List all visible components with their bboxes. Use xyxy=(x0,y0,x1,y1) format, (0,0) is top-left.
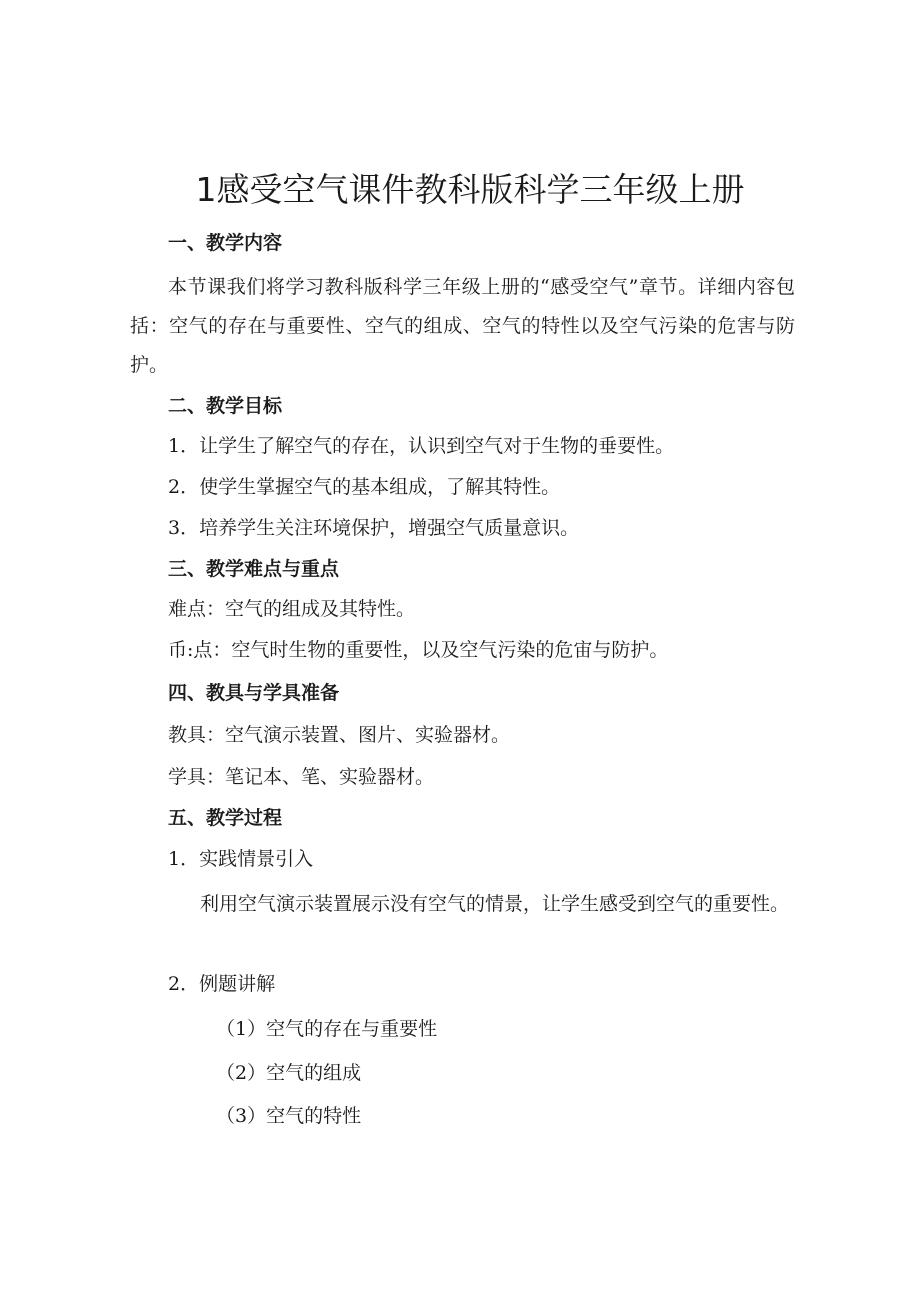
objective-item-3: 3．培养学生关注环境保护，增强空气质量意识。 xyxy=(168,517,580,539)
section-heading-content: 一、教学内容 xyxy=(168,232,283,254)
process-step-2-title: 2．例题讲解 xyxy=(168,973,276,995)
process-step-1-title: 1．实践情景引入 xyxy=(168,848,314,870)
difficulty-text: 难点：空气的组成及其特性。 xyxy=(168,598,416,620)
example-item-1: （1）空气的存在与重要性 xyxy=(216,1018,438,1040)
key-point-text: 币:点：空气时生物的重要性，以及空气污染的危宙与防护。 xyxy=(168,639,669,661)
document-title: 1感受空气课件教科版科学三年级上册 xyxy=(195,170,745,209)
example-item-2: （2）空气的组成 xyxy=(216,1062,362,1084)
section-heading-difficulties: 三、教学难点与重点 xyxy=(168,558,340,580)
section-heading-objectives: 二、教学目标 xyxy=(168,395,283,417)
teacher-tools-text: 教具：空气演示装置、图片、实验器材。 xyxy=(168,724,511,746)
objective-item-2: 2．使学生掌握空气的基本组成，了解其特性。 xyxy=(168,476,561,498)
section-content-paragraph: 本节课我们将学习教科版科学三年级上册的“感受空气”章节。详细内容包括：空气的存在与重要性、空气的组成、空气的特性以及空气污染的危害与防护。 xyxy=(130,276,795,376)
section-heading-process: 五、教学过程 xyxy=(168,807,283,829)
process-step-1-paragraph: 利用空气演示装置展示没有空气的情景，让学生感受到空气的重要性。 xyxy=(200,893,790,915)
student-tools-text: 学具：笔记本、笔、实验器材。 xyxy=(168,766,435,788)
example-item-3: （3）空气的特性 xyxy=(216,1105,362,1127)
objective-item-1: 1．让学生了解空气的存在，认识到空气对于生物的垂要性。 xyxy=(168,435,675,457)
section-heading-tools: 四、教具与学具准备 xyxy=(168,682,340,704)
